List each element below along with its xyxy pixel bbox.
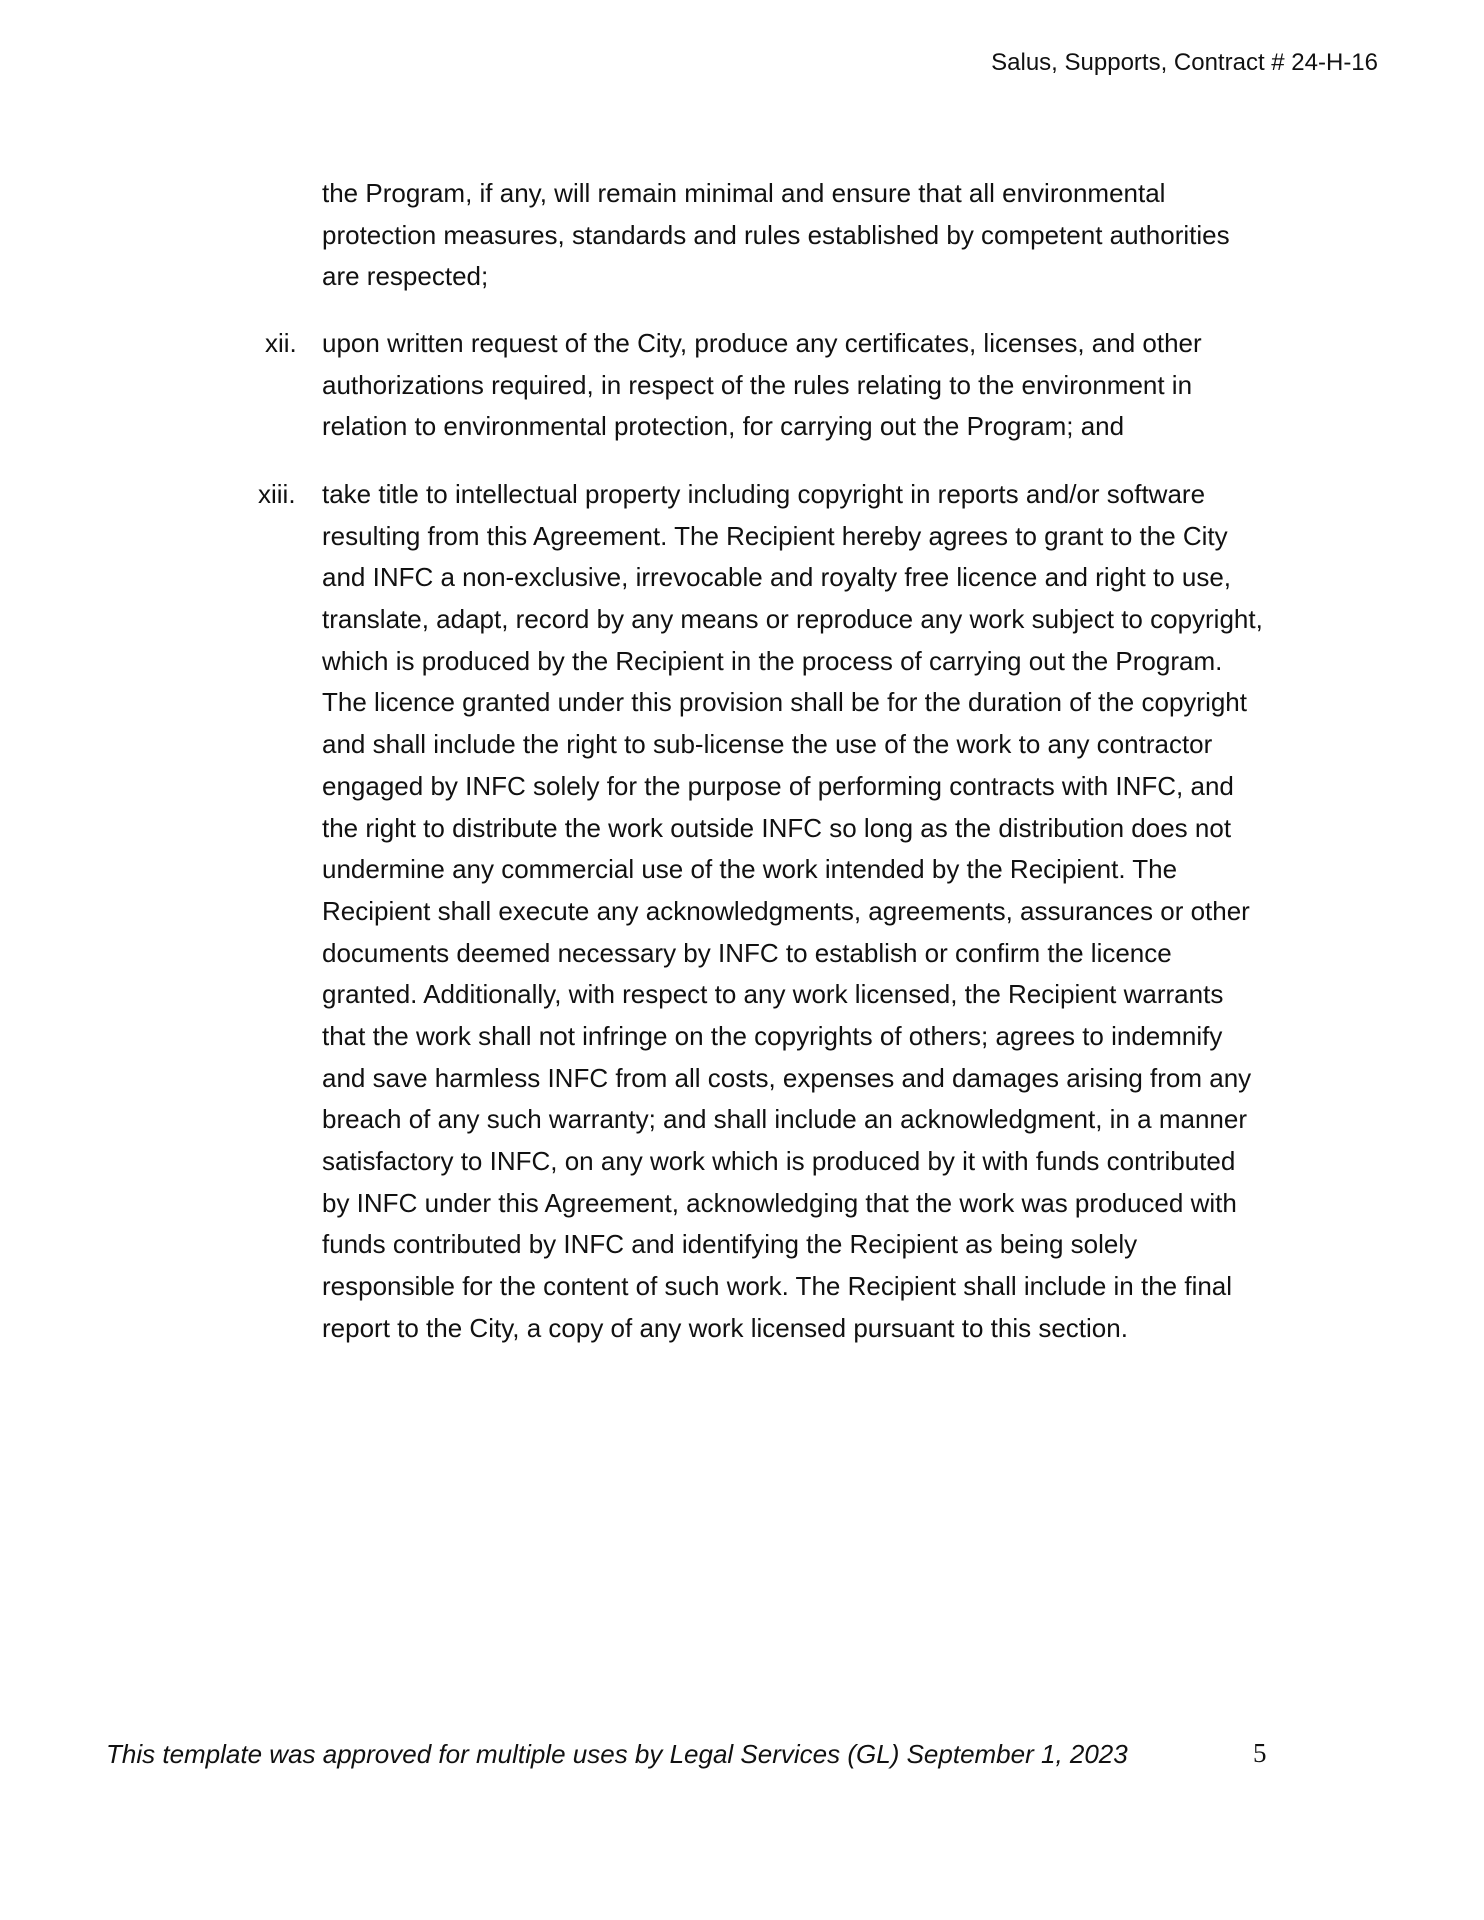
text-line: granted. Additionally, with respect to any work licensed, the Recipient warrants <box>322 979 1224 1010</box>
text-line: protection measures, standards and rules established by competent authorities <box>322 219 1230 250</box>
text-line: authorizations required, in respect of the rules relating to the environment in <box>322 369 1193 400</box>
text-line: which is produced by the Recipient in the process of carrying out the Program. <box>322 645 1223 676</box>
text-line: resulting from this Agreement. The Recipient hereby agrees to grant to the City <box>322 520 1228 551</box>
text-line: engaged by INFC solely for the purpose of performing contracts with INFC, and <box>322 770 1234 801</box>
text-line: and shall include the right to sub-license the use of the work to any contractor <box>322 729 1213 760</box>
text-line: and save harmless INFC from all costs, expenses and damages arising from any <box>322 1062 1252 1093</box>
item-label-xii: xii. <box>265 328 297 358</box>
running-header: Salus, Supports, Contract # 24-H-16 <box>991 49 1378 76</box>
text-line: take title to intellectual property including copyright in reports and/or software <box>322 479 1206 509</box>
page-number: 5 <box>1253 1738 1267 1768</box>
list-item-xiii <box>322 474 1263 1349</box>
text-line: translate, adapt, record by any means or reproduce any work subject to copyright, <box>322 604 1263 635</box>
text-line: undermine any commercial use of the work intended by the Recipient. The <box>322 854 1178 885</box>
footer-approval-note: This template was approved for multiple uses by Legal Services (GL) September 1, 2023 <box>106 1739 1128 1769</box>
text-line: upon written request of the City, produce any certificates, licenses, and other <box>322 328 1202 358</box>
text-line: the right to distribute the work outside INFC so long as the distribution does not <box>322 812 1232 843</box>
text-line: are respected; <box>322 261 489 292</box>
text-line: documents deemed necessary by INFC to establish or confirm the licence <box>322 937 1172 968</box>
text-line: funds contributed by INFC and identifying the Recipient as being solely <box>322 1229 1138 1260</box>
continuation-paragraph <box>322 173 1230 298</box>
text-line: the Program, if any, will remain minimal and ensure that all environmental <box>322 178 1166 208</box>
text-line: satisfactory to INFC, on any work which is produced by it with funds contributed <box>322 1146 1236 1176</box>
text-line: The licence granted under this provision shall be for the duration of the copyright <box>322 687 1247 718</box>
text-line: breach of any such warranty; and shall include an acknowledgment, in a manner <box>322 1104 1247 1135</box>
text-line: Recipient shall execute any acknowledgments, agreements, assurances or other <box>322 895 1250 926</box>
text-line: by INFC under this Agreement, acknowledging that the work was produced with <box>322 1187 1237 1218</box>
text-line: report to the City, a copy of any work licensed pursuant to this section. <box>322 1312 1128 1343</box>
list-item-xii <box>322 323 1202 448</box>
item-label-xiii: xiii. <box>258 479 296 509</box>
text-line: responsible for the content of such work. The Recipient shall include in the final <box>322 1271 1233 1302</box>
text-line: that the work shall not infringe on the copyrights of others; agrees to indemnify <box>322 1020 1223 1051</box>
text-line: relation to environmental protection, for carrying out the Program; and <box>322 411 1125 442</box>
text-line: and INFC a non-exclusive, irrevocable and royalty free licence and right to use, <box>322 562 1232 593</box>
